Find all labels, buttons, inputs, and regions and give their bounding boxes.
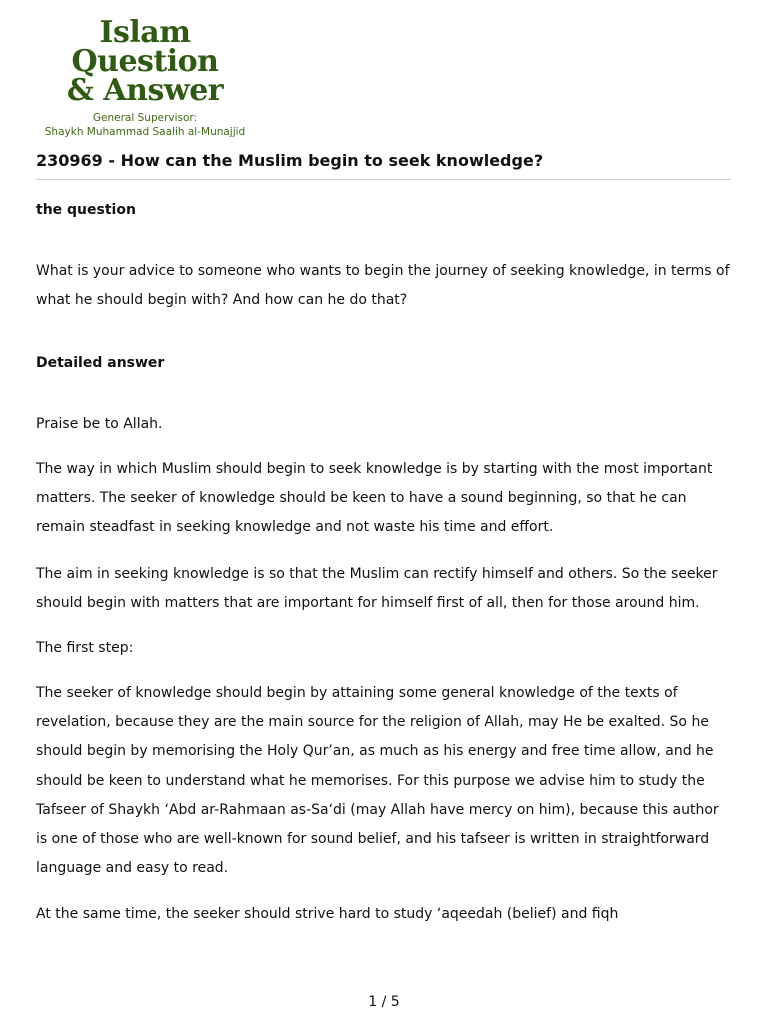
paragraph-line: is one of those who are well-known for sound belief, and his tafseer is written in straightforward bbox=[36, 831, 710, 848]
paragraph-line: At the same time, the seeker should strive hard to study ‘aqeedah (belief) and fiqh bbox=[36, 906, 619, 922]
question-line: What is your advice to someone who wants to begin the journey of seeking knowledge, in terms of bbox=[36, 263, 730, 279]
paragraph-line: should begin by memorising the Holy Qur’an, as much as his energy and free time allow, and he bbox=[36, 743, 714, 760]
answer-paragraph bbox=[36, 900, 736, 929]
paragraph-line: Tafseer of Shaykh ‘Abd ar-Rahmaan as-Sa‘di (may Allah have mercy on him), because this author bbox=[36, 801, 719, 818]
answer-paragraph bbox=[36, 560, 736, 618]
paragraph-line: should be keen to understand what he memorises. For this purpose we advise him to study the bbox=[36, 772, 705, 789]
paragraph-line: language and easy to read. bbox=[36, 860, 229, 877]
logo-supervisor-name: Shaykh Muhammad Saalih al-Munajjid bbox=[44, 126, 246, 138]
paragraph-line: revelation, because they are the main source for the religion of Allah, may He be exalted. So he bbox=[36, 714, 709, 731]
paragraph-line: The first step: bbox=[36, 640, 134, 656]
page-title: 230969 - How can the Muslim begin to seek knowledge? bbox=[36, 151, 544, 170]
answer-heading: Detailed answer bbox=[36, 355, 165, 371]
logo-title-line1: Islam Question bbox=[71, 15, 219, 79]
answer-paragraph bbox=[36, 634, 736, 663]
title-divider bbox=[36, 179, 731, 180]
paragraph-line: matters. The seeker of knowledge should be keen to have a sound beginning, so that he can bbox=[36, 490, 687, 507]
paragraph-line: Praise be to Allah. bbox=[36, 416, 163, 432]
answer-paragraph bbox=[36, 679, 736, 883]
paragraph-line: remain steadfast in seeking knowledge and not waste his time and effort. bbox=[36, 519, 554, 536]
page-number: 1 / 5 bbox=[368, 994, 400, 1010]
paragraph-line: The seeker of knowledge should begin by attaining some general knowledge of the texts of bbox=[36, 685, 678, 701]
answer-paragraph bbox=[36, 455, 736, 543]
logo-supervisor-label: General Supervisor: bbox=[92, 112, 198, 124]
paragraph-line: The way in which Muslim should begin to seek knowledge is by starting with the most important bbox=[36, 461, 713, 477]
paragraph-line: The aim in seeking knowledge is so that the Muslim can rectify himself and others. So the seeker bbox=[36, 566, 718, 582]
question-line: what he should begin with? And how can he do that? bbox=[36, 292, 408, 309]
question-heading: the question bbox=[36, 202, 136, 218]
answer-paragraph bbox=[36, 410, 736, 439]
site-logo[interactable] bbox=[30, 15, 260, 139]
logo-title-line2: & Answer bbox=[66, 73, 224, 108]
paragraph-line: should begin with matters that are important for himself first of all, then for those around him. bbox=[36, 595, 700, 612]
question-text bbox=[36, 257, 736, 315]
